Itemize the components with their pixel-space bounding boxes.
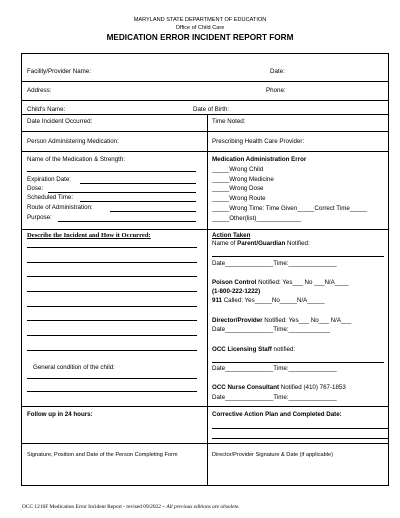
- purpose-label: Purpose:: [27, 214, 52, 221]
- general-condition-label: General condition of the child:: [33, 364, 115, 371]
- poison-control-phone: (1-800-222-1222): [212, 288, 261, 295]
- address-label: Address:: [27, 87, 52, 94]
- follow-up-label: Follow up in 24 hours:: [27, 411, 93, 418]
- form-title: MEDICATION ERROR INCIDENT REPORT FORM: [106, 33, 294, 42]
- error-option: _____Wrong Medicine: [212, 176, 274, 183]
- fill-line: [212, 438, 388, 439]
- error-option: _____Wrong Child: [212, 166, 264, 173]
- fill-line: [27, 291, 197, 292]
- row-divider: [21, 131, 389, 132]
- error-option: _____Wrong Dose: [212, 185, 264, 192]
- signature-right-label: Director/Provider Signature & Date (if applicable): [212, 452, 333, 458]
- office-name: Office of Child Care: [175, 25, 225, 31]
- form-footer: OCC 1216F Medication Error Incident Report - revised 09/2022 – All previous editions are obsolete.: [22, 504, 240, 510]
- fill-line: [27, 306, 197, 307]
- row-divider: [21, 114, 389, 115]
- row-divider: [21, 443, 389, 444]
- time-noted-label: Time Noted:: [212, 118, 246, 125]
- error-heading: Medication Administration Error: [212, 156, 307, 163]
- fill-line: [110, 211, 196, 212]
- parent-notified-label: Name of Parent/Guardian Notified:: [212, 240, 310, 247]
- row-divider: [21, 81, 389, 82]
- licensing-notified-label: OCC Licensing Staff notified:: [212, 346, 296, 353]
- fill-line: [212, 362, 384, 363]
- prescriber-label: Prescribing Health Care Provider:: [212, 138, 305, 145]
- licensing-date-time: Date______________Time:______________: [212, 365, 337, 372]
- fill-line: [27, 320, 197, 321]
- director-notified-label: Director/Provider Notified: Yes___ No___ N/A___: [212, 317, 352, 324]
- corrective-action-label: Corrective Action Plan and Completed Date:: [212, 411, 342, 418]
- fill-line: [27, 378, 197, 379]
- fill-line: [27, 335, 197, 336]
- scheduled-time-label: Scheduled Time:: [27, 194, 74, 201]
- date-label: Date:: [270, 68, 285, 75]
- child-name-label: Child's Name:: [27, 106, 66, 113]
- nurse-notified-label: OCC Nurse Consultant Notified (410) 767-1853: [212, 384, 346, 391]
- facility-name-label: Facility/Provider Name:: [27, 68, 91, 75]
- fill-line: [27, 391, 197, 392]
- fill-line: [212, 428, 388, 429]
- error-option: _____Wrong Time: Time Given_____Correct Time_____: [212, 205, 368, 212]
- director-date-time: Date______________Time:____________: [212, 326, 330, 333]
- fill-line: [80, 201, 196, 202]
- fill-line: [58, 221, 196, 222]
- column-divider: [207, 114, 208, 486]
- row-divider: [21, 100, 389, 101]
- fill-line: [27, 276, 197, 277]
- row-divider: [21, 229, 389, 230]
- signature-left-label: Signature, Position and Date of the Person Completing Form: [27, 452, 178, 458]
- phone-label: Phone:: [266, 87, 286, 94]
- row-divider: [21, 406, 389, 407]
- fill-line: [212, 256, 384, 257]
- fill-line: [27, 262, 197, 263]
- medication-name-label: Name of the Medication & Strength:: [27, 156, 126, 163]
- date-incident-label: Date Incident Occurred:: [27, 118, 93, 125]
- error-option: _____Wrong Route: [212, 195, 266, 202]
- action-heading: Action Taken: [212, 232, 251, 239]
- error-option: _____Other(list)_____________: [212, 215, 302, 222]
- called-911-label: 911 Called: Yes_____No_____N/A_____: [212, 297, 325, 304]
- dob-label: Date of Birth:: [193, 106, 230, 113]
- nurse-date-time: Date______________Time:______________: [212, 394, 337, 401]
- fill-line: [48, 192, 196, 193]
- fill-line: [27, 171, 196, 172]
- person-administering-label: Person Administering Medication:: [27, 138, 119, 145]
- row-divider: [21, 151, 389, 152]
- fill-line: [27, 247, 197, 248]
- route-label: Route of Administration:: [27, 204, 93, 211]
- parent-date-time: Date______________Time:______________: [212, 260, 337, 267]
- fill-line: [27, 350, 197, 351]
- describe-heading: Describe the Incident and How it Occurred:: [27, 232, 151, 239]
- expiration-label: Expiration Date:: [27, 176, 72, 183]
- dose-label: Dose:: [27, 185, 44, 192]
- fill-line: [80, 183, 196, 184]
- poison-control-label: Poison Control Notified: Yes___ No ___N/A____: [212, 279, 349, 286]
- agency-name: MARYLAND STATE DEPARTMENT OF EDUCATION: [133, 17, 267, 23]
